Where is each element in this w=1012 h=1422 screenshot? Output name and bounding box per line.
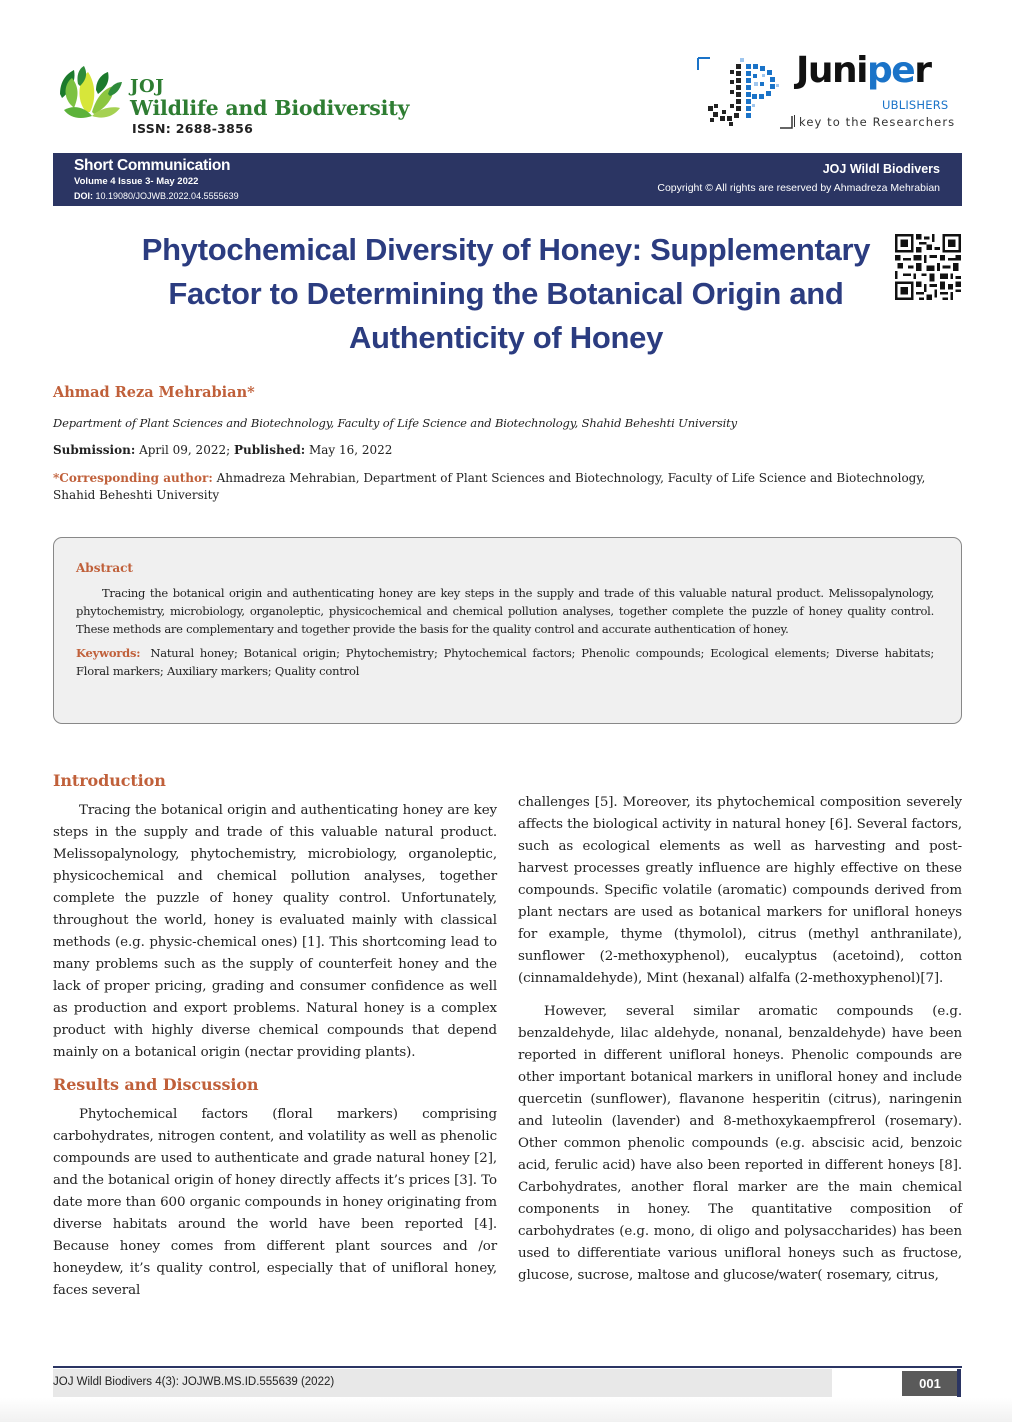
- footer-divider: [53, 1366, 962, 1368]
- article-title: Phytochemical Diversity of Honey: Supplementary Factor to Determining the Botanical Origin and Authenticity of Honey: [141, 232, 871, 355]
- body-column-left: [53, 770, 497, 1302]
- leaves-logo-icon: [56, 64, 124, 122]
- section-heading-introduction: Introduction: [53, 771, 166, 790]
- qr-code-icon[interactable]: [895, 234, 961, 300]
- author-name: Ahmad Reza Mehrabian*: [53, 384, 255, 401]
- results-paragraph-1: Phytochemical factors (floral markers) comprising carbohydrates, nitrogen content, and volatility as well as phenolic compounds are used to authenticate and grade natural honey [2], and the botanical origin of honey directly affects it’s prices [3]. To date more than 600 organic compounds in honey originating from diverse habitats around the world have been reported [4]. Because honey comes from different plant sources and /or honeydew, it’s quality control, especially that of unifloral honey, faces several: [53, 1107, 497, 1298]
- results-paragraph-2: However, several similar aromatic compounds (e.g. benzaldehyde, lilac aldehyde, nonanal, benzaldehyde) have been reported in different unifloral honeys. Phenolic compounds are other important botanical markers in unifloral honey and include quercetin (sunflower), flavanone hesperitin (citrus), naringenin and luteolin (lavender) and 8-methoxykaempfrerol (rosemary). Other common phenolic compounds (e.g. abscisic acid, benzoic acid, ferulic acid) have also been reported in different honeys [8]. Carbohydrates, another floral marker are the main chemical components in honey. The quantitative composition of carbohydrates (e.g. mono, di oligo and polysaccharides) has been used to differentiate various unifloral honeys such as fructose, glucose, sucrose, maltose and glucose/water( rosemary, citrus,: [518, 1004, 962, 1283]
- copyright-notice: Copyright © All rights are reserved by Ahmadreza Mehrabian: [657, 182, 940, 194]
- keywords: [76, 644, 934, 680]
- abstract-box: [53, 537, 962, 724]
- journal-logo: [56, 60, 436, 140]
- keywords-list: Natural honey; Botanical origin; Phytochemistry; Phytochemical factors; Phenolic compounds; Ecological elements; Diverse habitats; Floral markers; Auxiliary markers; Quality control: [76, 646, 934, 678]
- publisher-tagline-text: key to the Researchers: [799, 115, 956, 129]
- doi: [74, 191, 239, 201]
- volume-issue: Volume 4 Issue 3- May 2022: [74, 176, 199, 187]
- article-type: Short Communication: [74, 157, 231, 174]
- publisher-name-highlight: pe: [867, 50, 915, 91]
- submission-date: April 09, 2022;: [135, 443, 234, 457]
- page-number-edge: [957, 1369, 961, 1397]
- article-banner: [53, 153, 962, 206]
- publisher-name-part: r: [914, 50, 931, 91]
- page-number: 001: [902, 1371, 958, 1396]
- publisher-name-part: Juni: [796, 50, 867, 91]
- abstract-heading: Abstract: [76, 561, 133, 575]
- published-date: May 16, 2022: [305, 443, 393, 457]
- corresponding-author: [53, 470, 958, 504]
- body-column-right: [518, 792, 962, 1287]
- published-label: Published:: [233, 443, 306, 457]
- journal-logo-line1: JOJ: [130, 76, 165, 97]
- doi-label: DOI:: [74, 191, 93, 201]
- keywords-label: Keywords:: [76, 646, 141, 660]
- jp-mosaic-logo-icon: [696, 56, 794, 130]
- tagline-divider: [794, 115, 795, 127]
- abstract-text: Tracing the botanical origin and authenticating honey are key steps in the supply and trade of this valuable natural product. Melissopalynology, phytochemistry, microbiology, organoleptic, physicochemical and chemical pollution analyses, together complete the puzzle of honey quality control. These methods are complementary and together provide the basis for the quality control and accurate authentication of honey.: [76, 586, 934, 636]
- footer-citation: JOJ Wildl Biodivers 4(3): JOJWB.MS.ID.555639 (2022): [53, 1376, 335, 1388]
- publisher-logo: [696, 50, 966, 134]
- corresponding-author-label: *Corresponding author:: [53, 471, 213, 485]
- page-bottom-shade: [0, 1398, 1012, 1422]
- doi-link[interactable]: 10.19080/JOJWB.2022.04.5555639: [93, 191, 239, 201]
- journal-issn: ISSN: 2688-3856: [132, 121, 254, 136]
- publisher-name: [796, 50, 930, 91]
- corresponding-author-text: Ahmadreza Mehrabian, Department of Plant Sciences and Biotechnology, Faculty of Life Science and Biotechnology, Shahid Beheshti University: [53, 471, 926, 502]
- publication-dates: [53, 443, 392, 457]
- introduction-paragraph: Tracing the botanical origin and authenticating honey are key steps in the supply and trade of this valuable natural product. Melissopalynology, phytochemistry, microbiology, organoleptic, physicochemical and chemical pollution analyses, together complete the puzzle of honey quality control. Unfortunately, throughout the world, honey is evaluated mainly with classical methods (e.g. physic-chemical ones) [1]. This shortcoming lead to many problems such as the supply of counterfeit honey and the lack of proper pricing, grading and consumer confidence as well as production and export problems. Natural honey is a complex product with highly diverse chemical compounds that depend mainly on a botanical origin (nectar providing plants).: [53, 803, 497, 1060]
- author-affiliation: Department of Plant Sciences and Biotechnology, Faculty of Life Science and Biotechnology, Shahid Beheshti University: [53, 416, 737, 430]
- submission-label: Submission:: [53, 443, 136, 457]
- section-heading-results: Results and Discussion: [53, 1075, 259, 1094]
- journal-logo-line2: Wildlife and Biodiversity: [130, 96, 410, 120]
- journal-abbreviation: JOJ Wildl Biodivers: [822, 162, 940, 176]
- publisher-tagline: [794, 115, 955, 129]
- publisher-subtitle: UBLISHERS: [882, 98, 949, 112]
- results-paragraph-1-continued: challenges [5]. Moreover, its phytochemical composition severely affects the biological activity in natural honey [6]. Several factors, such as ecological elements as well as harvesting and post-harvest processes greatly influence are highly effective on these compounds. Specific volatile (aromatic) compounds derived from plant nectars are used as botanical markers for unifloral honeys for example, thyme (thymolol), citrus (methyl anthranilate), sunflower (2-methoxyphenol), eucalyptus (acetoind), cotton (cinnamaldehyde), Mint (hexanal) alfalfa (2-methoxyphenol)[7].: [518, 795, 962, 986]
